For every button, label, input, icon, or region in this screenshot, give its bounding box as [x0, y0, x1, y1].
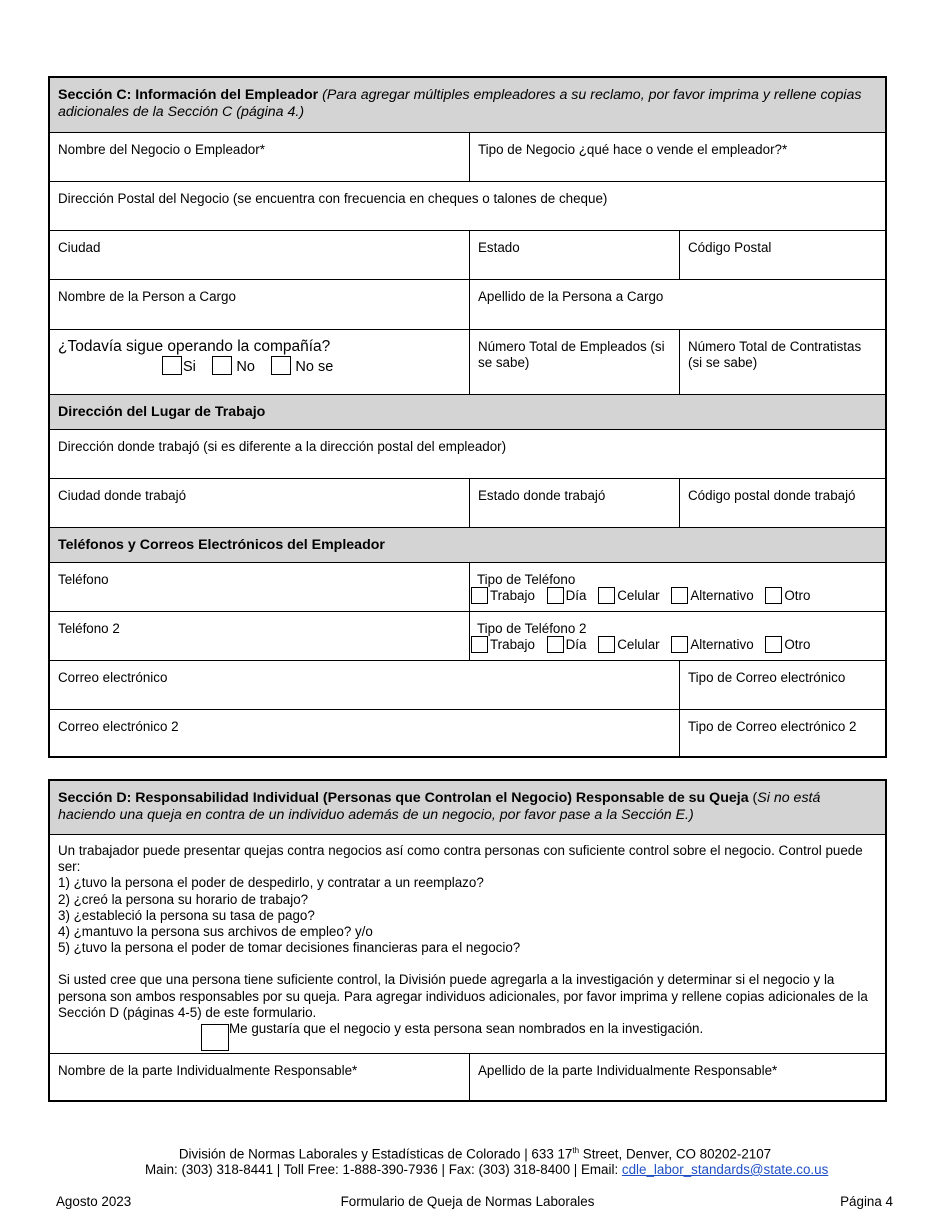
operating-row	[50, 329, 885, 394]
cell-checkbox[interactable]	[598, 587, 615, 604]
footer-address	[0, 1146, 950, 1161]
email-type-label: Tipo de Correo electrónico	[688, 670, 846, 685]
no-label: No	[236, 359, 255, 375]
total-employees-label: Número Total de Empleados (si se sabe)	[478, 339, 665, 370]
day2-checkbox[interactable]	[547, 636, 564, 653]
email2-row	[50, 709, 885, 757]
question-4: 4) ¿mantuvo la persona sus archivos de empleo? y/o	[58, 924, 373, 940]
zip-label: Código Postal	[688, 240, 772, 255]
yes-label: Si	[183, 359, 196, 375]
operating-options	[58, 356, 461, 375]
section-d-intro: Un trabajador puede presentar quejas contra negocios así como contra personas con suficiente control sobre el negocio. Control puede ser:	[58, 843, 863, 875]
workplace-city-field[interactable]	[50, 479, 469, 527]
name-in-investigation-label: Me gustaría que el negocio y esta persona sean nombrados en la investigación.	[229, 1021, 704, 1037]
no-checkbox[interactable]	[212, 356, 232, 375]
section-d	[48, 779, 887, 1102]
workplace-state-label: Estado donde trabajó	[478, 488, 606, 503]
responsible-first-field[interactable]	[50, 1054, 469, 1102]
phone-type-label: Tipo de Teléfono	[477, 572, 576, 587]
phone-type2-label: Tipo de Teléfono 2	[477, 621, 587, 636]
phone2-label: Teléfono 2	[58, 621, 120, 636]
name-in-investigation-option	[58, 1021, 877, 1051]
alt-checkbox[interactable]	[671, 587, 688, 604]
contact-row	[50, 279, 885, 329]
phone-type2-group	[469, 612, 885, 660]
section-c-note: (Para agregar múltiples empleadores a su reclamo, por favor imprima y rellene copias adicionales de la Sección C (página 4.)	[58, 87, 862, 120]
workplace-address-label: Dirección donde trabajó (si es diferente a la dirección postal del empleador)	[58, 439, 507, 454]
footer-page-number: Página 4	[840, 1194, 893, 1209]
email-label: Correo electrónico	[58, 670, 168, 685]
responsible-last-field[interactable]	[469, 1054, 885, 1102]
business-type-label: Tipo de Negocio ¿qué hace o vende el empleador?*	[478, 142, 788, 157]
dont-know-checkbox[interactable]	[271, 356, 291, 375]
workplace-address-row	[50, 429, 885, 478]
business-name-label: Nombre del Negocio o Empleador*	[58, 142, 265, 157]
mailing-address-label: Dirección Postal del Negocio (se encuentra con frecuencia en cheques o talones de cheque)	[58, 191, 608, 206]
workplace-zip-field[interactable]	[679, 479, 885, 527]
section-c	[48, 76, 887, 758]
workplace-city-row	[50, 478, 885, 527]
dont-know-label: No se	[295, 359, 334, 375]
phone2-row	[50, 611, 885, 660]
contacts-header	[50, 527, 885, 562]
footer-date: Agosto 2023	[56, 1194, 132, 1209]
total-contractors-label: Número Total de Contratistas (si se sabe)	[688, 339, 862, 370]
total-employees-field[interactable]	[469, 330, 679, 394]
section-d-note-open: (	[748, 790, 758, 806]
other2-label: Otro	[784, 637, 811, 652]
yes-checkbox[interactable]	[162, 356, 182, 375]
phone-row	[50, 562, 885, 611]
business-row	[50, 132, 885, 181]
section-d-note: Si no está haciendo una queja en contra de un individuo además de un negocio, por favor pase a la Sección E.)	[58, 790, 821, 823]
email-field[interactable]	[50, 661, 679, 709]
work2-label: Trabajo	[490, 637, 535, 652]
city-field[interactable]	[50, 231, 469, 279]
workplace-header	[50, 394, 885, 429]
footer-line2: Main: (303) 318-8441 | Toll Free: 1-888-390-7936 | Fax: (303) 318-8400 | Email:	[145, 1162, 622, 1177]
contact-first-label: Nombre de la Person a Cargo	[58, 289, 236, 304]
other2-checkbox[interactable]	[765, 636, 782, 653]
mailing-address-row	[50, 181, 885, 230]
footer-contact	[145, 1162, 905, 1177]
section-d-paragraph: Si usted cree que una persona tiene suficiente control, la División puede agregarla a la investigación y determinar si el negocio y la persona son ambos responsables por su queja. Para agregar individuos adicionales, por favor imprima y rellene copias adicionales de la Sección D (páginas 4-5) de este formulario.	[58, 972, 868, 1020]
alt-label: Alternativo	[690, 588, 754, 603]
day2-label: Día	[565, 637, 587, 652]
workplace-city-label: Ciudad donde trabajó	[58, 488, 187, 503]
workplace-zip-label: Código postal donde trabajó	[688, 488, 856, 503]
question-1: 1) ¿tuvo la persona el poder de despedirlo, y contratar a un reemplazo?	[58, 875, 484, 891]
still-operating-group	[50, 330, 469, 394]
business-type-field[interactable]	[469, 133, 885, 181]
city-row	[50, 230, 885, 279]
phone-field[interactable]	[50, 563, 469, 611]
footer-form-name: Formulario de Queja de Normas Laborales	[340, 1194, 595, 1209]
responsible-first-label: Nombre de la parte Individualmente Responsable*	[58, 1063, 358, 1078]
alt2-checkbox[interactable]	[671, 636, 688, 653]
work-checkbox[interactable]	[471, 587, 488, 604]
phone-type2-options	[471, 636, 877, 653]
phone-type-options	[471, 587, 877, 604]
email-row	[50, 660, 885, 709]
responsible-party-row	[50, 1053, 885, 1102]
work2-checkbox[interactable]	[471, 636, 488, 653]
question-5: 5) ¿tuvo la persona el poder de tomar decisiones financieras para el negocio?	[58, 940, 521, 956]
responsible-last-label: Apellido de la parte Individualmente Responsable*	[478, 1063, 778, 1078]
phone-type-group	[469, 563, 885, 611]
footer-line1-a: División de Normas Laborales y Estadísticas de Colorado | 633 17	[178, 1146, 573, 1162]
question-3: 3) ¿estableció la persona su tasa de pago?	[58, 907, 315, 923]
section-d-title: Sección D: Responsabilidad Individual (Personas que Controlan el Negocio) Responsable de su Queja	[58, 790, 749, 806]
name-in-investigation-checkbox[interactable]	[201, 1024, 229, 1051]
day-checkbox[interactable]	[547, 587, 564, 604]
business-name-field[interactable]	[50, 133, 469, 181]
contact-last-label: Apellido de la Persona a Cargo	[478, 289, 664, 304]
cell2-checkbox[interactable]	[598, 636, 615, 653]
email-type2-field[interactable]	[679, 710, 885, 757]
workplace-title: Dirección del Lugar de Trabajo	[58, 404, 266, 420]
section-d-body	[50, 834, 885, 1053]
footer-line1-b: Street, Denver, CO 80202-2107	[579, 1146, 772, 1162]
email-type-field[interactable]	[679, 661, 885, 709]
day-label: Día	[565, 588, 587, 603]
footer-line1-sup: th	[572, 1146, 580, 1155]
question-2: 2) ¿creó la persona su horario de trabajo?	[58, 891, 309, 907]
workplace-state-field[interactable]	[469, 479, 679, 527]
section-c-title: Sección C: Información del Empleador	[58, 87, 319, 103]
other-label: Otro	[784, 588, 811, 603]
phone2-field[interactable]	[50, 612, 469, 660]
alt2-label: Alternativo	[690, 637, 754, 652]
contact-last-field[interactable]	[469, 280, 885, 329]
workplace-address-field[interactable]	[50, 430, 885, 478]
still-operating-label: ¿Todavía sigue operando la compañía?	[58, 338, 331, 355]
total-contractors-field[interactable]	[679, 330, 885, 394]
city-label: Ciudad	[58, 240, 101, 255]
email2-field[interactable]	[50, 710, 679, 757]
contacts-title: Teléfonos y Correos Electrónicos del Empleador	[58, 537, 385, 553]
section-d-header	[50, 781, 885, 834]
email2-label: Correo electrónico 2	[58, 719, 179, 734]
other-checkbox[interactable]	[765, 587, 782, 604]
email-type2-label: Tipo de Correo electrónico 2	[688, 719, 857, 734]
state-field[interactable]	[469, 231, 679, 279]
phone-label: Teléfono	[58, 572, 109, 587]
zip-field[interactable]	[679, 231, 885, 279]
contact-first-field[interactable]	[50, 280, 469, 329]
cell2-label: Celular	[617, 637, 660, 652]
state-label: Estado	[478, 240, 520, 255]
footer-email-link[interactable]: cdle_labor_standards@state.co.us	[621, 1162, 829, 1177]
mailing-address-field[interactable]	[50, 182, 885, 230]
section-c-header	[50, 78, 885, 132]
cell-label: Celular	[617, 588, 660, 603]
work-label: Trabajo	[490, 588, 535, 603]
